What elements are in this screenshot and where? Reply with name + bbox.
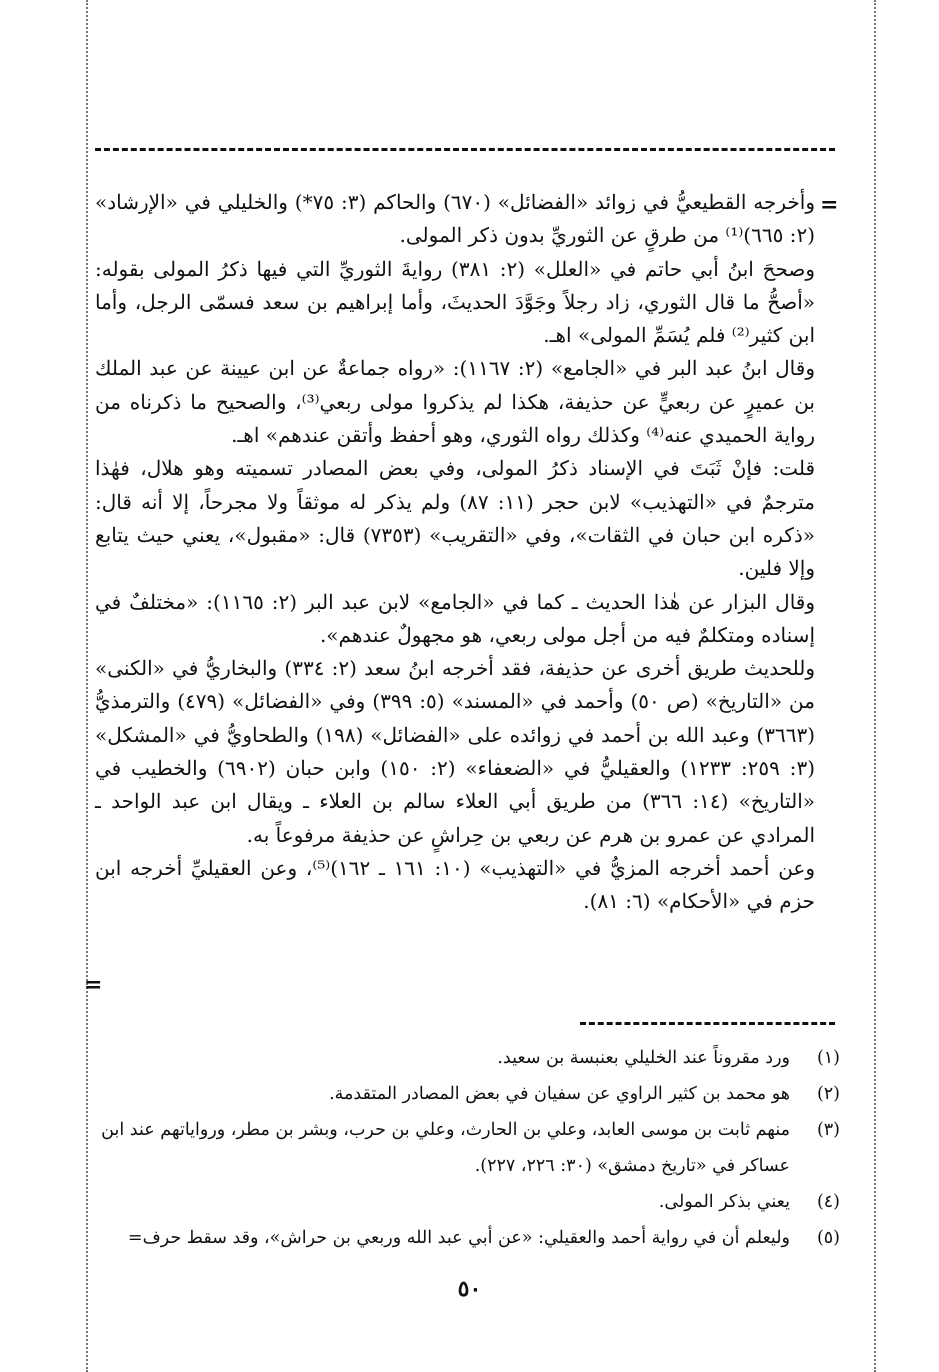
footnote-text: يعني بذكر المولى.: [658, 1192, 790, 1212]
margin-guide-right: [874, 0, 876, 1372]
footnote-text: وليعلم أن في رواية أحمد والعقيلي: «عن أبي عبد الله وربعي بن حراش»، وقد سقط حرف=: [127, 1228, 790, 1248]
footnote-number: (٥): [816, 1228, 840, 1248]
footnote-separator: [580, 1022, 835, 1025]
footnote-number: (٤): [816, 1192, 840, 1212]
paragraph: وقال البزار عن هٰذا الحديث ـ كما في «الجامع» لابن عبد البر (٢: ١١٦٥): «مختلفٌ في إسناده ومتكلمٌ فيه من أجل مولى ربعي، هو مجهولٌ عندهم».: [95, 589, 816, 647]
footnote: [95, 1040, 840, 1076]
paragraph: قلت: فإنْ ثَبَتَ في الإسناد ذكرُ المولى، وفي بعض المصادر تسميته وهو هلال، فهٰذا مترجمٌ في «التهذيب» لابن حجر (١١: ٨٧) ولم يذكر له موثقاً ولا مجرحاً، إلا أنه قال: «ذكره ابن حبان في الثقات»، وفي «التقريب» (٧٣٥٣) قال: «مقبول»، يعني حيث يتابع وإلا فلين.: [95, 456, 815, 581]
paragraph: وللحديث طريق أخرى عن حذيفة، فقد أخرجه ابنُ سعد (٢: ٣٣٤) والبخاريُّ في «الكنى» من «التاريخ» (ص ٥٠) وأحمد في «المسند» (٥: ٣٩٩) وفي «الفضائل» (٤٧٩) والترمذيُّ (٣٦٦٣) وعبد الله بن أحمد في زوائده على «الفضائل» (١٩٨) والطحاويُّ في «المشكل» (٣: ٢٥٩: ١٢٣٣) والعقيليُّ في «الضعفاء» (٢: ١٥٠) وابن حبان (٦٩٠٢) والخطيب في «التاريخ» (١٤: ٣٦٦) من طريق أبي العلاء سالم بن العلاء ـ ويقال ابن عبد الواحد ـ المرادي عن عمرو بن هرم عن ربعي بن حِراشٍ عن حذيفة مرفوعاً به.: [95, 656, 815, 847]
footnote-number: (٢): [816, 1084, 840, 1104]
footnote-text: هو محمد بن كثير الراوي عن سفيان في بعض المصادر المتقدمة.: [329, 1084, 790, 1104]
paragraph: وقال ابنُ عبد البر في «الجامع» (٢: ١١٦٧): «رواه جماعةٌ عن ابن عيينة عن عبد الملك بن عميرٍ عن ربعيٍّ عن حذيفة، هكذا لم يذكروا مولى ربعي⁽³⁾، والصحيح ما ذكرناه من رواية الحميدي عنه⁽⁴⁾ وكذلك رواه الثوري، وهو أحفظ وأتقن عندهم» اهـ.: [95, 356, 816, 448]
paragraph: وأخرجه القطيعيُّ في زوائد «الفضائل» (٦٧٠) والحاكم (٣: ٧٥*) والخليلي في «الإرشاد» (٢: ٦٦٥)⁽¹⁾ من طرقٍ عن الثوريِّ بدون ذكر المولى.: [95, 190, 816, 248]
footnote-text: ورد مقروناً عند الخليلي بعنبسة بن سعيد.: [497, 1048, 790, 1068]
continuation-marker-end: =: [84, 972, 103, 998]
footnotes: [95, 1040, 840, 1256]
footnote: [95, 1220, 840, 1256]
footnote-text: منهم ثابت بن موسى العابد، وعلي بن الحارث، وعلي بن حرب، وبشر بن مطر، ورواياتهم عند ابن عساكر في «تاريخ دمشق» (٣٠: ٢٢٦، ٢٢٧).: [101, 1120, 790, 1176]
footnote: [95, 1184, 840, 1220]
main-text: [95, 186, 815, 919]
footnote: [95, 1076, 840, 1112]
footnote-number: (١): [816, 1048, 840, 1068]
paragraph: وصححَ ابنُ أبي حاتم في «العلل» (٢: ٣٨١) روايةَ الثوريِّ التي فيها ذكرُ المولى بقوله: «أصحُّ ما قال الثوري، زاد رجلاً وجَوَّدَ الحديثَ، وأما إبراهيم بن سعد فسمّى الرجل، وأما ابن كثير⁽²⁾ فلم يُسَمِّ المولى» اهـ.: [95, 256, 815, 348]
paragraph: وعن أحمد أخرجه المزيُّ في «التهذيب» (١٠: ١٦١ ـ ١٦٢)⁽⁵⁾، وعن العقيليِّ أخرجه ابن حزم في «الأحكام» (٦: ٨١).: [95, 855, 816, 914]
page-number: ٥٠: [457, 1276, 482, 1302]
header-rule: [95, 148, 835, 151]
margin-guide-left: [86, 0, 88, 1372]
continuation-marker-start: =: [820, 192, 839, 218]
footnote: [95, 1112, 840, 1184]
footnote-number: (٣): [816, 1120, 840, 1140]
